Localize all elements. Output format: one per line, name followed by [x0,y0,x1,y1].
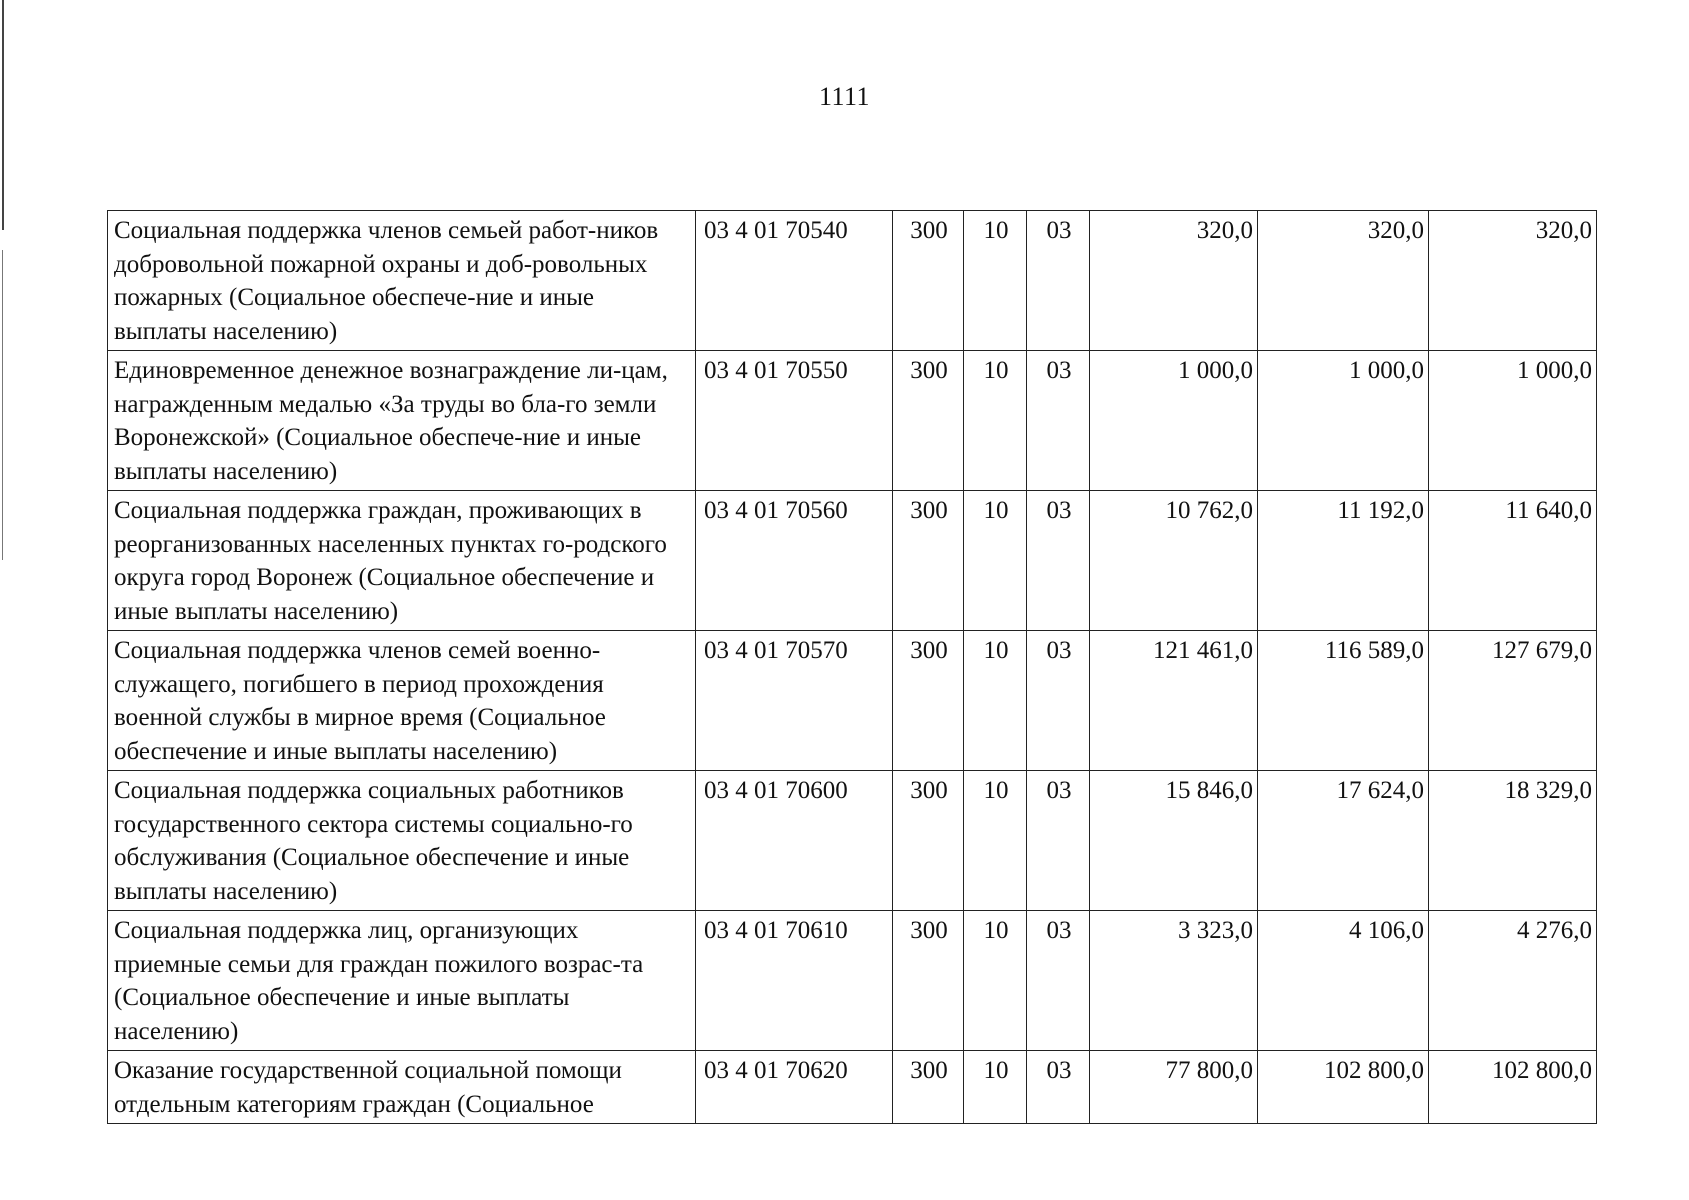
cell-description: Социальная поддержка лиц, организующих приемные семьи для граждан пожилого возрас-та (Социальное обеспечение и иные выплаты населению) [108,911,696,1051]
cell-subsection: 03 [1027,351,1090,491]
cell-amount-year-3: 320,0 [1429,211,1597,351]
cell-description: Социальная поддержка граждан, проживающих в реорганизованных населенных пунктах го-родского округа город Воронеж (Социальное обеспечение и иные выплаты населению) [108,491,696,631]
cell-section: 10 [964,351,1027,491]
cell-target-article-code: 03 4 01 70620 [696,1051,893,1124]
cell-section: 10 [964,771,1027,911]
cell-target-article-code: 03 4 01 70600 [696,771,893,911]
table-row [108,211,1597,351]
cell-amount-year-3: 11 640,0 [1429,491,1597,631]
table-row [108,491,1597,631]
cell-amount-year-1: 1 000,0 [1090,351,1258,491]
cell-amount-year-3: 102 800,0 [1429,1051,1597,1124]
cell-subsection: 03 [1027,491,1090,631]
cell-section: 10 [964,631,1027,771]
cell-expense-type: 300 [893,351,964,491]
cell-amount-year-2: 102 800,0 [1258,1051,1429,1124]
cell-section: 10 [964,1051,1027,1124]
table-body [108,211,1597,1124]
cell-amount-year-2: 1 000,0 [1258,351,1429,491]
cell-description: Социальная поддержка социальных работников государственного сектора системы социально-го обслуживания (Социальное обеспечение и иные выплаты населению) [108,771,696,911]
cell-amount-year-2: 4 106,0 [1258,911,1429,1051]
cell-expense-type: 300 [893,491,964,631]
cell-expense-type: 300 [893,771,964,911]
cell-amount-year-1: 3 323,0 [1090,911,1258,1051]
cell-description: Социальная поддержка членов семьей работ-ников добровольной пожарной охраны и доб-ровольных пожарных (Социальное обеспече-ние и иные выплаты населению) [108,211,696,351]
cell-expense-type: 300 [893,911,964,1051]
table-row [108,911,1597,1051]
cell-expense-type: 300 [893,631,964,771]
cell-target-article-code: 03 4 01 70570 [696,631,893,771]
cell-expense-type: 300 [893,1051,964,1124]
cell-subsection: 03 [1027,771,1090,911]
cell-amount-year-3: 18 329,0 [1429,771,1597,911]
scan-edge-line [2,0,4,230]
cell-target-article-code: 03 4 01 70560 [696,491,893,631]
scan-edge-line [2,250,3,560]
cell-amount-year-2: 116 589,0 [1258,631,1429,771]
cell-amount-year-1: 15 846,0 [1090,771,1258,911]
cell-amount-year-2: 320,0 [1258,211,1429,351]
cell-amount-year-1: 77 800,0 [1090,1051,1258,1124]
cell-amount-year-3: 1 000,0 [1429,351,1597,491]
cell-target-article-code: 03 4 01 70610 [696,911,893,1051]
cell-section: 10 [964,911,1027,1051]
cell-amount-year-2: 17 624,0 [1258,771,1429,911]
cell-subsection: 03 [1027,1051,1090,1124]
cell-subsection: 03 [1027,211,1090,351]
cell-amount-year-1: 10 762,0 [1090,491,1258,631]
cell-section: 10 [964,211,1027,351]
cell-target-article-code: 03 4 01 70540 [696,211,893,351]
cell-description: Оказание государственной социальной помощи отдельным категориям граждан (Социальное [108,1051,696,1124]
cell-subsection: 03 [1027,911,1090,1051]
cell-amount-year-1: 320,0 [1090,211,1258,351]
cell-amount-year-3: 127 679,0 [1429,631,1597,771]
budget-table [107,210,1597,1124]
cell-description: Социальная поддержка членов семей военно-служащего, погибшего в период прохождения военной службы в мирное время (Социальное обеспечение и иные выплаты населению) [108,631,696,771]
cell-amount-year-3: 4 276,0 [1429,911,1597,1051]
cell-subsection: 03 [1027,631,1090,771]
table-row [108,771,1597,911]
cell-description: Единовременное денежное вознаграждение ли-цам, награжденным медалью «За труды во бла-го земли Воронежской» (Социальное обеспече-ние и иные выплаты населению) [108,351,696,491]
cell-amount-year-2: 11 192,0 [1258,491,1429,631]
cell-expense-type: 300 [893,211,964,351]
table-row [108,1051,1597,1124]
page-number: 1111 [818,82,871,111]
table-row [108,631,1597,771]
cell-amount-year-1: 121 461,0 [1090,631,1258,771]
cell-target-article-code: 03 4 01 70550 [696,351,893,491]
cell-section: 10 [964,491,1027,631]
table-row [108,351,1597,491]
